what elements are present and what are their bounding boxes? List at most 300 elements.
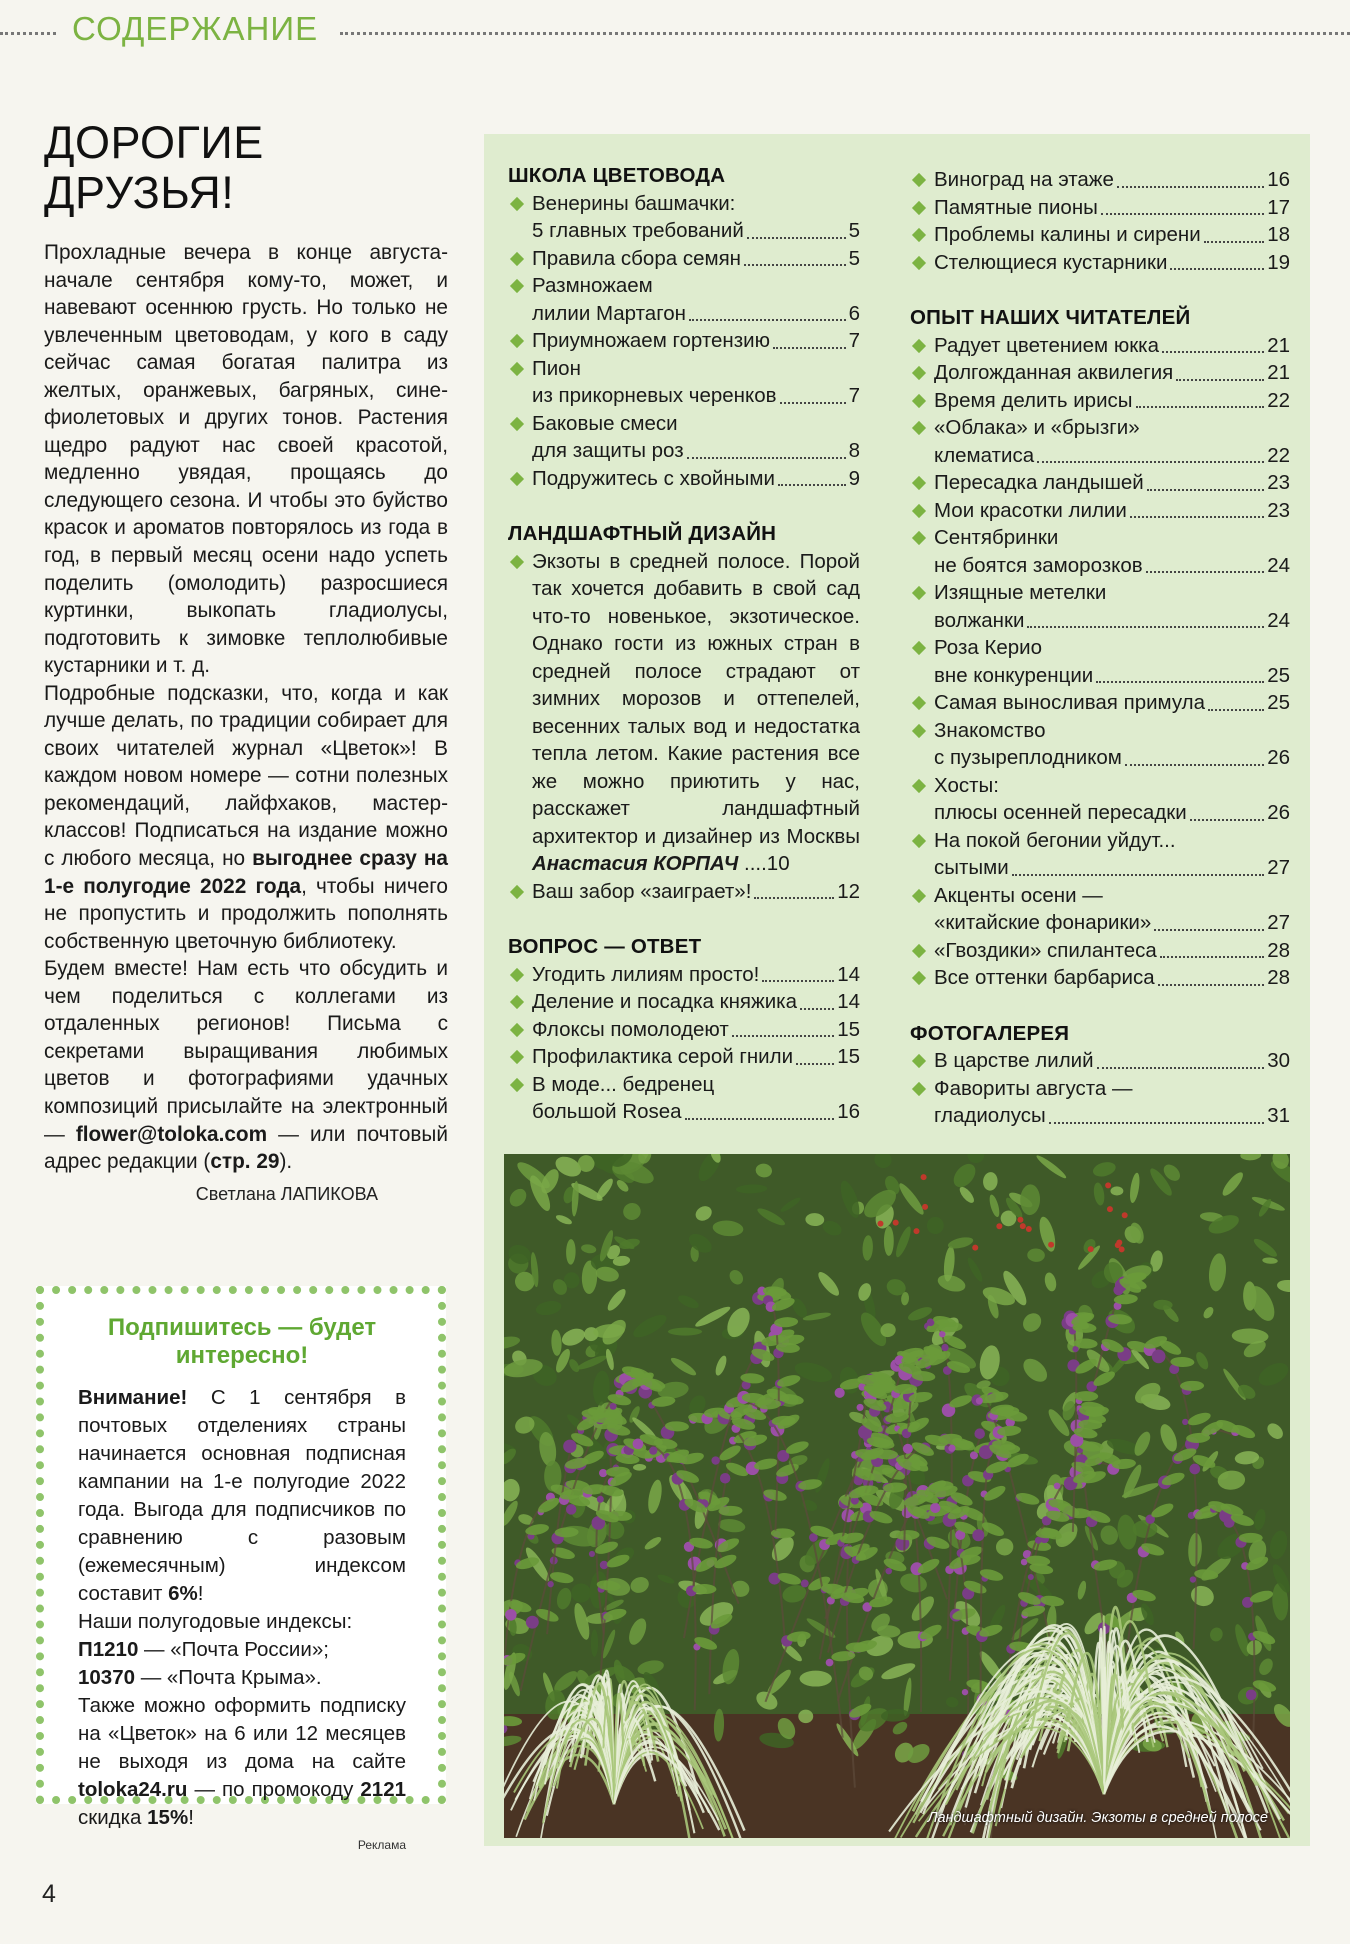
header-divider-right [340, 32, 1350, 35]
toc-page-number: 12 [837, 879, 860, 903]
toc-page-number: 27 [1267, 911, 1290, 934]
toc-item-title: клематиса [934, 443, 1035, 467]
toc-page-number: 30 [1267, 1049, 1290, 1072]
toc-item-title: Проблемы калины и сирени [934, 223, 1201, 246]
diamond-bullet-icon [912, 476, 926, 490]
toc-page-number: 23 [1267, 498, 1290, 522]
toc-item-line: На покой бегонии уйдут... [934, 828, 1176, 852]
toc-page-number: 26 [1267, 746, 1290, 769]
subscribe-box [36, 1286, 446, 1852]
toc-leader [1160, 956, 1264, 958]
purple-berry-cluster [563, 1440, 576, 1453]
toc-item-entry [532, 300, 860, 328]
toc-item[interactable] [508, 410, 860, 465]
purple-berry-cluster [1035, 1537, 1042, 1544]
toc-page-number: 14 [837, 962, 860, 986]
toc-item-entry [934, 1047, 1290, 1075]
site-link[interactable]: toloka24.ru [78, 1778, 188, 1801]
subscribe-body [78, 1384, 406, 1832]
toc-leader [1012, 874, 1265, 876]
toc-item[interactable] [508, 961, 860, 989]
diamond-bullet-icon [510, 361, 524, 375]
toc-item-entry [934, 854, 1290, 882]
toc-leader [1037, 461, 1264, 463]
toc-leader [732, 1035, 834, 1037]
toc-item-line: Акценты осени — [934, 883, 1103, 907]
diamond-bullet-icon [510, 416, 524, 430]
toc-item-title: Памятные пионы [934, 195, 1098, 219]
toc-leader [1125, 764, 1264, 766]
red-flower [913, 1228, 919, 1234]
index-name: — «Почта России»; [138, 1638, 329, 1661]
diamond-bullet-icon [510, 884, 524, 898]
toc-item[interactable] [910, 689, 1290, 717]
red-flower [921, 1174, 927, 1180]
toc-item-line: Роза Керио [934, 636, 1043, 659]
toc-item[interactable] [910, 717, 1290, 772]
toc-leader [747, 237, 846, 239]
feature-description: Экзоты в средней полосе. Порой так хочется добавить в свой сад что-то новенькое, экзотическое. Однако гости из южных стран в средней полосе страдают от зимних морозов и оттепелей, весенних талых вод и недостатка тепла летом. Какие растения все же можно приютить у нас, расскажет ландшафтный архитектор и дизайнер из Москвы [532, 549, 860, 848]
toc-item-entry [934, 497, 1290, 525]
toc-item-entry [934, 442, 1290, 470]
leaf [884, 1226, 894, 1256]
toc-leader [1136, 406, 1265, 408]
toc-page-number: 25 [1267, 663, 1290, 687]
toc-item-line: «Облака» и «брызги» [934, 416, 1140, 439]
purple-berry-cluster [948, 1445, 955, 1452]
toc-leader [687, 457, 846, 459]
editorial-paragraph [44, 955, 448, 1175]
toc-item-entry [532, 878, 860, 906]
purple-berry-cluster [597, 1496, 604, 1503]
toc-item-line: Венерины башмачки: [532, 191, 736, 215]
purple-berry-cluster [1182, 1419, 1188, 1425]
toc-item-entry [934, 607, 1290, 635]
toc-item-title: Виноград на этаже [934, 168, 1114, 191]
toc-item-title: Пересадка ландышей [934, 471, 1144, 494]
purple-berry-cluster [857, 1404, 864, 1411]
red-flower [1048, 1242, 1054, 1248]
toc-item-entry [934, 689, 1290, 717]
toc-item[interactable] [910, 194, 1290, 222]
toc-page-number: 25 [1267, 691, 1290, 714]
toc-leader [1154, 929, 1264, 931]
toc-item-title: вне конкуренции [934, 663, 1094, 687]
toc-leader [1158, 984, 1265, 986]
toc-item-entry [934, 387, 1290, 415]
toc-item-title: для защиты роз [532, 439, 684, 462]
text-run: ! [197, 1582, 204, 1605]
red-flower [1116, 1240, 1122, 1246]
subscription-index [78, 1636, 406, 1664]
purple-berry-cluster [1028, 1574, 1034, 1580]
toc-page-number: 9 [848, 466, 860, 490]
purple-berry-cluster [801, 1579, 809, 1587]
text-run: скидка [78, 1806, 148, 1829]
toc-item-title: Флоксы помолодеют [532, 1017, 729, 1041]
purple-berry-cluster [826, 1659, 834, 1667]
toc-page-number: 21 [1267, 333, 1290, 357]
toc-item[interactable] [508, 245, 860, 273]
toc-item-title: В царстве лилий [934, 1049, 1094, 1072]
diamond-bullet-icon [510, 1077, 524, 1091]
toc-page-number: 22 [1267, 388, 1290, 412]
toc-item[interactable] [508, 1016, 860, 1044]
purple-berry-cluster [1189, 1464, 1200, 1475]
toc-item-entry [934, 332, 1290, 360]
diamond-bullet-icon [912, 503, 926, 517]
diamond-bullet-icon [912, 366, 926, 380]
toc-item-entry [934, 744, 1290, 772]
toc-leader [1049, 1122, 1264, 1124]
toc-leader [1130, 516, 1264, 518]
toc-item-entry [934, 221, 1290, 249]
red-flower [1017, 1217, 1023, 1223]
purple-berry-cluster [885, 1568, 892, 1575]
toc-page-number: 7 [848, 384, 860, 407]
subscription-index [78, 1664, 406, 1692]
toc-page-number: 16 [1267, 168, 1290, 191]
toc-item[interactable] [910, 937, 1290, 965]
toc-page-number: 8 [848, 439, 860, 462]
toc-item-entry [532, 327, 860, 355]
toc-item-title: Ваш забор «заиграет»! [532, 879, 752, 903]
diamond-bullet-icon [510, 967, 524, 981]
diamond-bullet-icon [912, 338, 926, 352]
toc-item-line: Изящные метелки [934, 581, 1107, 604]
toc-item[interactable] [910, 249, 1290, 277]
toc-item[interactable] [910, 634, 1290, 689]
diamond-bullet-icon [912, 778, 926, 792]
purple-berry-cluster [903, 1444, 913, 1454]
toc-item-title: «китайские фонарики» [934, 911, 1152, 934]
toc-item-entry [934, 359, 1290, 387]
toc-leader: .... [738, 852, 767, 875]
diamond-bullet-icon [912, 531, 926, 545]
leaf [591, 1629, 598, 1657]
red-flower [996, 1223, 1002, 1229]
toc-item-title: Приумножаем гортензию [532, 329, 770, 352]
discount-value: 15% [147, 1806, 189, 1829]
photo-caption: Ландшафтный дизайн. Экзоты в средней полосе [927, 1810, 1268, 1826]
diamond-bullet-icon [912, 200, 926, 214]
purple-berry-cluster [974, 1428, 985, 1439]
diamond-bullet-icon [510, 471, 524, 485]
toc-item[interactable] [910, 524, 1290, 579]
toc-page-number: 18 [1267, 223, 1290, 246]
toc-item-entry [934, 552, 1290, 580]
toc-item-title: гладиолусы [934, 1104, 1046, 1127]
leaf [1239, 1533, 1263, 1543]
diamond-bullet-icon [912, 1081, 926, 1095]
diamond-bullet-icon [912, 255, 926, 269]
toc-leader [1208, 709, 1264, 711]
toc-item[interactable] [910, 387, 1290, 415]
toc-leader [773, 347, 846, 349]
toc-page-number: 10 [766, 852, 790, 875]
toc-item-entry [532, 1043, 860, 1071]
toc-item-title: Угодить лилиям просто! [532, 962, 760, 986]
toc-item-entry [934, 937, 1290, 965]
purple-berry-cluster [599, 1469, 607, 1477]
toc-item-title: большой Rosea [532, 1100, 682, 1123]
toc-page-number: 15 [837, 1045, 860, 1068]
diamond-bullet-icon [912, 888, 926, 902]
toc-item-entry [934, 249, 1290, 277]
purple-berry-cluster [547, 1581, 553, 1587]
toc-item-entry [532, 217, 860, 245]
toc-page-number: 5 [848, 246, 860, 270]
toc-item-line: Фавориты августа — [934, 1076, 1133, 1100]
toc-item-entry [532, 437, 860, 465]
diamond-bullet-icon [912, 833, 926, 847]
toc-page-number: 22 [1267, 443, 1290, 467]
purple-berry-cluster [566, 1504, 576, 1514]
red-flower [1026, 1226, 1032, 1232]
toc-leader [754, 897, 834, 899]
diamond-bullet-icon [510, 1050, 524, 1064]
toc-item-entry [532, 1016, 860, 1044]
toc-item[interactable] [910, 221, 1290, 249]
toc-item[interactable] [910, 964, 1290, 992]
purple-berry-cluster [505, 1609, 517, 1621]
toc-page-number: 7 [848, 329, 860, 352]
toc-leader [744, 264, 846, 266]
purple-berry-cluster [1054, 1483, 1061, 1490]
index-name: — «Почта Крыма». [135, 1666, 322, 1689]
diamond-bullet-icon [510, 279, 524, 293]
toc-item[interactable] [508, 878, 860, 906]
purple-berry-cluster [720, 1473, 730, 1483]
toc-leader [1101, 213, 1264, 215]
toc-item-entry [934, 662, 1290, 690]
toc-item[interactable] [508, 1071, 860, 1126]
toc-item-title: из прикорневых черенков [532, 384, 777, 407]
toc-item-entry [934, 469, 1290, 497]
red-flower [1105, 1182, 1111, 1188]
toc-page-number: 16 [837, 1100, 860, 1123]
toc-leader [796, 1063, 834, 1065]
toc-item-title: Долгожданная аквилегия [934, 361, 1174, 384]
purple-berry-cluster [972, 1529, 984, 1541]
leaf [800, 1671, 832, 1687]
toc-page-number: 15 [837, 1017, 860, 1041]
toc-leader [1146, 571, 1265, 573]
subscribe-paragraph [78, 1692, 406, 1832]
editorial-letter [44, 118, 448, 1205]
subscribe-paragraph [78, 1384, 406, 1608]
toc-item-title: Стелющиеся кустарники [934, 250, 1168, 274]
diamond-bullet-icon [510, 995, 524, 1009]
promo-code: 2121 [360, 1778, 406, 1801]
purple-berry-cluster [1152, 1350, 1166, 1364]
text-run: — по промокоду [187, 1778, 361, 1801]
toc-item-title: плюсы осенней пересадки [934, 801, 1187, 824]
toc-item-entry [934, 194, 1290, 222]
toc-item[interactable] [508, 988, 860, 1016]
toc-item-line: Пион [532, 356, 581, 380]
text-run: Подробные подсказки, что, когда и как лучше делать, по традиции собирает для своих читателей журнал «Цветок»! В каждом новом номере — сотни полезных рекомендаций, лайфхаков, мастер-классов! Подписаться на издание можно с любого месяца, но [44, 681, 448, 871]
diamond-bullet-icon [912, 393, 926, 407]
toc-column-left [508, 162, 860, 1126]
toc-item[interactable] [910, 497, 1290, 525]
diamond-bullet-icon [510, 554, 524, 568]
toc-leader [1190, 819, 1264, 821]
toc-item-entry [532, 382, 860, 410]
toc-item[interactable] [910, 166, 1290, 194]
toc-page-number: 19 [1267, 250, 1290, 274]
toc-item[interactable] [910, 579, 1290, 634]
red-flower [1020, 1223, 1026, 1229]
toc-item[interactable] [508, 272, 860, 327]
text-run: — или почтовый адрес редакции ( [44, 1122, 448, 1174]
toc-item-title: с пузыреплодником [934, 746, 1122, 769]
toc-item-entry [934, 166, 1290, 194]
purple-berry-cluster [1113, 1285, 1123, 1295]
toc-item-title: волжанки [934, 608, 1025, 632]
toc-item-entry [532, 465, 860, 493]
toc-item[interactable] [910, 1075, 1290, 1130]
text-run: , чтобы ничего не пропустить и продолжить пополнять собственную цветочную библиотеку. [44, 874, 448, 953]
toc-item[interactable] [508, 465, 860, 493]
page-number: 4 [42, 1880, 56, 1908]
garden-photo-illustration [504, 1154, 1290, 1838]
toc-item-title: 5 главных требований [532, 219, 744, 242]
leaf [668, 1328, 702, 1336]
toc-leader [1096, 681, 1264, 683]
red-flower [972, 1245, 978, 1251]
toc-item[interactable] [910, 827, 1290, 882]
contents-panel [484, 134, 1310, 1846]
toc-section-title: ШКОЛА ЦВЕТОВОДА [508, 164, 726, 187]
diamond-bullet-icon [912, 696, 926, 710]
toc-page-number: 5 [848, 219, 860, 242]
purple-berry-cluster [939, 1331, 945, 1337]
diamond-bullet-icon [912, 1054, 926, 1068]
toc-page-number: 21 [1267, 361, 1290, 384]
toc-item[interactable] [910, 772, 1290, 827]
toc-item-line: Размножаем [532, 274, 653, 297]
toc-item-line: Хосты: [934, 773, 999, 797]
text-run: Также можно оформить подписку на «Цветок» на 6 или 12 месяцев не выходя из дома на сайте [78, 1694, 406, 1773]
toc-page-number: 27 [1267, 856, 1290, 879]
toc-item-entry [934, 1102, 1290, 1130]
editorial-body [44, 239, 448, 1176]
toc-leader [778, 484, 846, 486]
toc-item-title: не боятся заморозков [934, 553, 1143, 577]
diamond-bullet-icon [912, 228, 926, 242]
diamond-bullet-icon [912, 586, 926, 600]
toc-item[interactable] [910, 332, 1290, 360]
toc-item-line: Баковые смеси [532, 411, 678, 435]
purple-berry-cluster [941, 1344, 948, 1351]
purple-berry-cluster [526, 1616, 539, 1629]
toc-page-number: 6 [848, 301, 860, 325]
purple-berry-cluster [1190, 1576, 1196, 1582]
toc-item[interactable] [508, 1043, 860, 1071]
toc-section-title: ФОТОГАЛЕРЕЯ [910, 1021, 1070, 1045]
red-flower [893, 1220, 899, 1226]
toc-section-title: ЛАНДШАФТНЫЙ ДИЗАЙН [508, 522, 777, 545]
header-divider-left [0, 32, 56, 35]
page-reference: стр. 29 [210, 1150, 280, 1174]
toc-feature-item[interactable] [508, 548, 860, 878]
toc-leader [1147, 489, 1264, 491]
toc-item-title: Все оттенки барбариса [934, 966, 1155, 989]
purple-berry-cluster [835, 1388, 845, 1398]
red-flower [877, 1221, 883, 1227]
purple-berry-cluster [962, 1689, 968, 1695]
toc-item-title: Деление и посадка княжика [532, 990, 797, 1013]
toc-item-line: Знакомство [934, 718, 1046, 742]
index-code: П1210 [78, 1638, 139, 1661]
red-flower [922, 1204, 928, 1210]
diamond-bullet-icon [912, 943, 926, 957]
toc-item[interactable] [910, 359, 1290, 387]
ad-label: Реклама [357, 1838, 406, 1852]
toc-item[interactable] [910, 414, 1290, 469]
toc-item-entry [532, 988, 860, 1016]
text-run: С 1 сентября в почтовых отделениях страны начинается основная подписная кампании на 1-е полугодие 2022 года. Выгода для подписчиков по сравнению с разовым (ежемесячным) индексом составит [78, 1386, 406, 1605]
toc-leader [689, 319, 846, 321]
toc-item-entry [532, 961, 860, 989]
toc-page-number: 31 [1267, 1104, 1290, 1127]
toc-leader [685, 1118, 835, 1120]
index-code: 10370 [78, 1666, 136, 1689]
toc-leader [1170, 268, 1264, 270]
toc-item-title: Правила сбора семян [532, 246, 741, 270]
toc-item-entry [934, 799, 1290, 827]
toc-item-entry [532, 245, 860, 273]
toc-item[interactable] [910, 1047, 1290, 1075]
toc-item-title: «Гвоздики» спилантеса [934, 938, 1157, 962]
toc-feature-text [532, 548, 860, 878]
toc-leader [1027, 626, 1264, 628]
toc-item-title: Подружитесь с хвойными [532, 466, 775, 490]
toc-page-number: 28 [1267, 938, 1290, 962]
toc-item[interactable] [910, 882, 1290, 937]
toc-page-number: 14 [837, 990, 860, 1013]
toc-item[interactable] [910, 469, 1290, 497]
leaf [1110, 1186, 1123, 1195]
toc-leader [1117, 186, 1264, 188]
toc-item[interactable] [508, 327, 860, 355]
toc-item[interactable] [508, 355, 860, 410]
subscribe-paragraph: Наши полугодовые индексы: [78, 1610, 353, 1633]
toc-item-line: Сентябринки [934, 526, 1059, 549]
diamond-bullet-icon [510, 1022, 524, 1036]
editorial-title: ДОРОГИЕ ДРУЗЬЯ! [44, 117, 264, 218]
text-run: Будем вместе! Нам есть что обсудить и чем поделиться с коллегами из отдаленных регионов! Письма с секретами выращивания любимых цветов и фотографиями удачных композиций присылайте на электронный — [44, 957, 448, 1146]
toc-item[interactable] [508, 190, 860, 245]
section-header-title: СОДЕРЖАНИЕ [72, 10, 319, 47]
toc-item-entry [934, 964, 1290, 992]
editorial-paragraph [44, 680, 448, 955]
toc-page-number: 24 [1267, 608, 1290, 632]
diamond-bullet-icon [912, 641, 926, 655]
toc-item-title: Время делить ирисы [934, 388, 1133, 412]
toc-item-title: Радует цветением юкка [934, 333, 1159, 357]
diamond-bullet-icon [912, 421, 926, 435]
diamond-bullet-icon [510, 334, 524, 348]
toc-item-entry [934, 909, 1290, 937]
toc-item-title: Профилактика серой гнили [532, 1045, 794, 1068]
toc-item-title: Самая выносливая примула [934, 691, 1206, 714]
subscribe-title: Подпишитесь — будет интересно! [107, 1314, 377, 1369]
diamond-bullet-icon [510, 196, 524, 210]
email-link[interactable]: flower@toloka.com [75, 1122, 268, 1146]
purple-berry-cluster [1246, 1689, 1257, 1700]
